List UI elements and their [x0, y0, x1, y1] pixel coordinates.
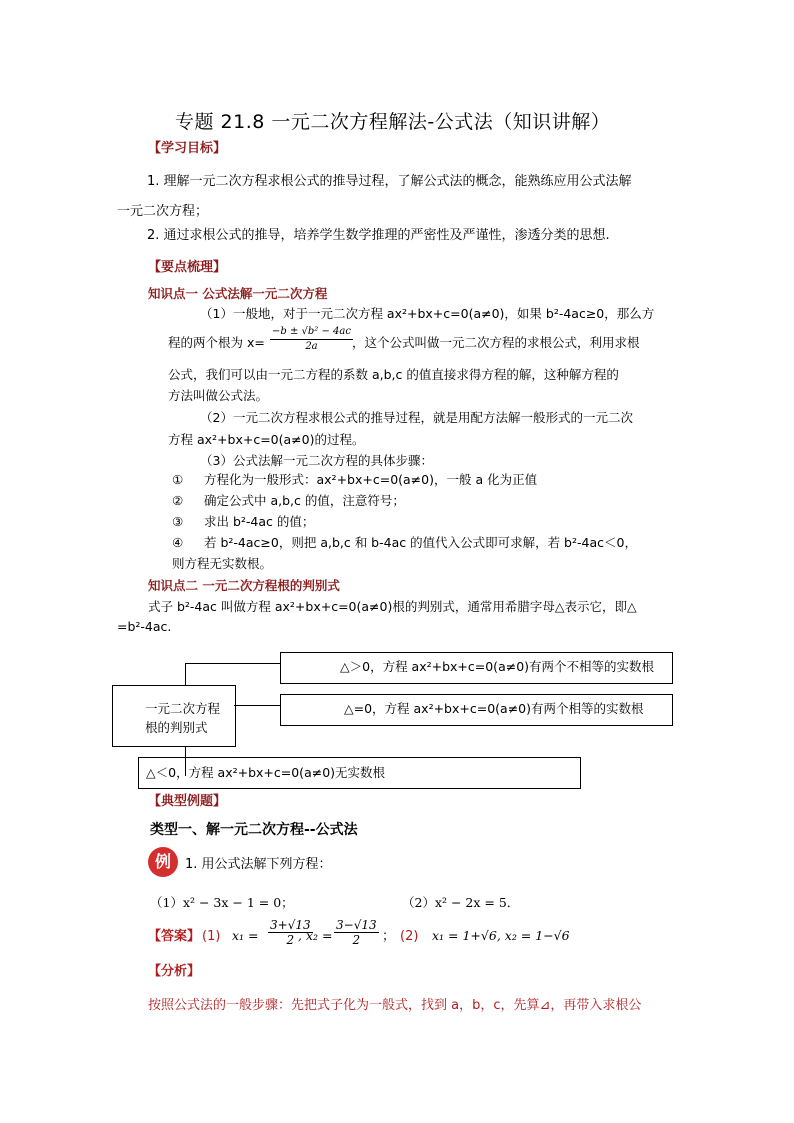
point2-line-2: 方程 ax²+bx+c=0(a≠0)的过程。 [168, 432, 365, 447]
step-4-marker: ④ [172, 535, 184, 550]
formula-numerator: −b ± √b² − 4ac [270, 325, 353, 340]
branch-zero-text: △=0，方程 ax²+bx+c=0(a≠0)有两个相等的实数根 [344, 701, 644, 716]
connector-top-vertical [185, 663, 186, 686]
learning-goals-heading: 【学习目标】 [148, 141, 227, 156]
connector-middle-horizontal [234, 705, 280, 706]
quadratic-formula [270, 325, 353, 354]
branch-positive-text: △＞0，方程 ax²+bx+c=0(a≠0)有两个不相等的实数根 [340, 659, 655, 674]
analysis-label: 【分析】 [148, 964, 201, 979]
goal-2: 2. 通过求根公式的推导，培养学生数学推理的严密性及严谨性，渗透分类的思想. [147, 228, 610, 243]
step-2-marker: ② [172, 493, 184, 508]
step-4-line-2: 则方程无实数根。 [172, 556, 273, 571]
type-1-title: 类型一、解一元二次方程--公式法 [150, 822, 358, 838]
answer-1-x1-label: x₁ = [232, 928, 259, 943]
formula-denominator: 2a [305, 341, 318, 352]
point1-line-3: 公式，我们可以由一元二方程的系数 a,b,c 的值直接求得方程的解，这种解方程的 [168, 367, 619, 382]
step-3-marker: ③ [172, 514, 184, 529]
answer-1-x2-label: , x₂ = [298, 928, 333, 943]
page-title: 专题 21.8 一元二次方程解法-公式法（知识讲解） [175, 111, 611, 133]
answer-label: 【答案】 [148, 929, 201, 944]
example-badge: 例 [148, 847, 178, 877]
goal-1-line-2: 一元二次方程； [117, 204, 209, 219]
typical-examples-heading: 【典型例题】 [148, 794, 227, 809]
answer-1-x1-numerator: 3+√13 [270, 918, 311, 932]
point2-line-1: （2）一元二次方程求根公式的推导过程，就是用配方法解一般形式的一元二次 [200, 410, 633, 425]
point1-line-1: （1）一般地，对于一元二次方程 ax²+bx+c=0(a≠0)，如果 b²-4ac≥0，那么方 [200, 306, 655, 321]
answer-separator: ； [382, 929, 396, 944]
answer-1-x2-numerator: 3−√13 [336, 918, 377, 932]
step-3-text: 求出 b²-4ac 的值； [204, 514, 315, 529]
key-points-heading: 【要点梳理】 [148, 260, 227, 275]
analysis-text: 按照公式法的一般步骤：先把式子化为一般式，找到 a，b，c，先算⊿，再带入求根公 [148, 998, 642, 1013]
answer-2-prefix: (2) [400, 929, 419, 944]
step-1-marker: ① [172, 472, 184, 487]
example-1-question: 1. 用公式法解下列方程： [185, 857, 332, 872]
example-1-part-2: （2）x² − 2x = 5． [402, 895, 520, 910]
answer-1-x2-fraction [334, 918, 379, 947]
branch-negative-text: △＜0，方程 ax²+bx+c=0(a≠0)无实数根 [146, 765, 386, 780]
discriminant-line-2: =b²-4ac. [117, 619, 172, 634]
answer-1-prefix: (1) [202, 929, 221, 944]
answer-1-x2-denominator: 2 [352, 933, 361, 947]
step-2-text: 确定公式中 a,b,c 的值，注意符号； [204, 493, 405, 508]
point1-line-2-post: ，这个公式叫做一元二次方程的求根公式，利用求根 [352, 335, 640, 350]
root-label-line-2: 根的判别式 [145, 720, 208, 735]
step-4-text: 若 b²-4ac≥0，则把 a,b,c 和 b-4ac 的值代入公式即可求解，若 b²-4ac＜0， [204, 535, 637, 550]
example-1-part-1: （1）x² − 3x − 1 = 0； [150, 895, 294, 910]
discriminant-line-1: 式子 b²-4ac 叫做方程 ax²+bx+c=0(a≠0)根的判别式，通常用希腊字母△表示它，即△ [148, 599, 637, 614]
point3-line-1: （3）公式法解一元二次方程的具体步骤： [200, 453, 433, 468]
step-1-text: 方程化为一般形式：ax²+bx+c=0(a≠0)，一般 a 化为正值 [204, 472, 538, 487]
knowledge-point-2-title: 知识点二 一元二次方程根的判别式 [148, 578, 340, 593]
knowledge-point-1-title: 知识点一 公式法解一元二次方程 [148, 286, 328, 301]
answer-1-x1-denominator: 2 [286, 933, 295, 947]
connector-top-horizontal [185, 663, 280, 664]
root-label-line-1: 一元二次方程 [145, 701, 221, 716]
point1-line-2-pre: 程的两个根为 x= [168, 335, 265, 350]
goal-1-line-1: 1. 理解一元二次方程求根公式的推导过程，了解公式法的概念，能熟练应用公式法解 [147, 174, 632, 189]
answer-2-text: x₁ = 1+√6, x₂ = 1−√6 [432, 928, 570, 943]
point1-line-4: 方法叫做公式法。 [168, 388, 269, 403]
